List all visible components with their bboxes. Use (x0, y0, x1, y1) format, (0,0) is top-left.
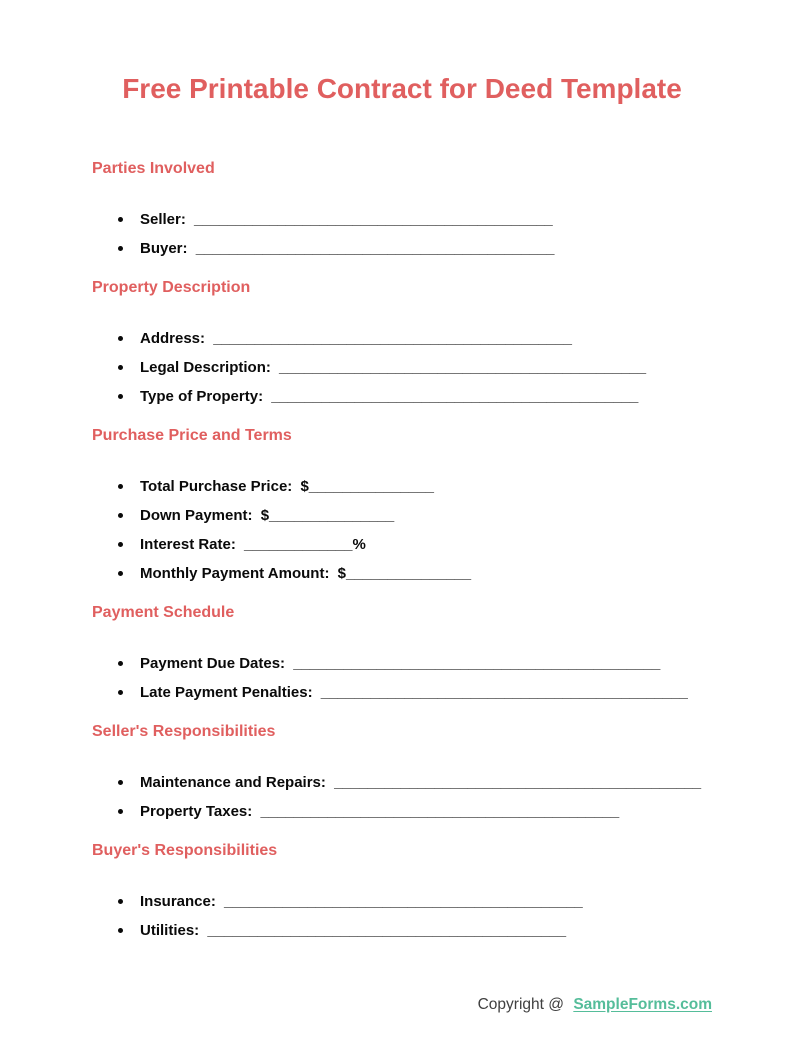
form-section (92, 723, 712, 826)
bullet-icon (118, 394, 123, 399)
bullet-icon (118, 809, 123, 814)
form-section (92, 842, 712, 945)
blank-line: ____________________________________________ (279, 359, 647, 376)
form-body (0, 160, 804, 945)
form-field-row (92, 530, 712, 559)
blank-line: $_______________ (300, 478, 434, 495)
form-field-row (92, 768, 712, 797)
form-field-row (92, 324, 712, 353)
section-items (92, 768, 712, 826)
field-label: Utilities: (140, 922, 200, 939)
form-field-row (92, 916, 712, 945)
form-field-row (92, 205, 712, 234)
form-section (92, 279, 712, 411)
page-footer (478, 994, 712, 1016)
section-heading: Parties Involved (92, 160, 215, 177)
page-title: Free Printable Contract for Deed Template (122, 73, 682, 104)
field-label: Down Payment: (140, 507, 253, 524)
form-field-row (92, 472, 712, 501)
blank-line: ___________________________________________ (224, 893, 583, 910)
field-label: Legal Description: (140, 359, 271, 376)
form-section (92, 604, 712, 707)
form-field-row (92, 382, 712, 411)
form-section (92, 160, 712, 263)
bullet-icon (118, 899, 123, 904)
section-items (92, 324, 712, 411)
bullet-icon (118, 217, 123, 222)
form-field-row (92, 649, 712, 678)
section-heading: Purchase Price and Terms (92, 427, 292, 444)
copyright-text: Copyright @ (477, 996, 564, 1013)
form-section (92, 427, 712, 588)
section-items (92, 472, 712, 588)
section-heading: Seller's Responsibilities (92, 723, 276, 740)
bullet-icon (118, 336, 123, 341)
section-items (92, 205, 712, 263)
form-field-row (92, 234, 712, 263)
section-items (92, 649, 712, 707)
form-field-row (92, 797, 712, 826)
bullet-icon (118, 542, 123, 547)
field-label: Interest Rate: (140, 536, 236, 553)
blank-line: ____________________________________________ (334, 774, 702, 791)
form-field-row (92, 887, 712, 916)
sampleforms-link[interactable]: SampleForms.com (573, 996, 712, 1013)
field-label: Maintenance and Repairs: (140, 774, 326, 791)
form-field-row (92, 678, 712, 707)
blank-line: _____________% (244, 536, 366, 553)
section-heading: Buyer's Responsibilities (92, 842, 278, 859)
blank-line: $_______________ (260, 507, 395, 524)
field-label: Property Taxes: (140, 803, 253, 820)
bullet-icon (118, 661, 123, 666)
blank-line: ___________________________________________ (207, 922, 567, 939)
blank-line: ____________________________________________ (271, 388, 639, 405)
field-label: Total Purchase Price: (140, 478, 293, 495)
field-label: Type of Property: (140, 388, 264, 405)
field-label: Seller: (140, 211, 186, 228)
field-label: Insurance: (140, 893, 216, 910)
form-field-row (92, 353, 712, 382)
field-label: Late Payment Penalties: (140, 684, 313, 701)
form-field-row (92, 559, 712, 588)
blank-line: ___________________________________________ (213, 330, 572, 347)
bullet-icon (118, 780, 123, 785)
bullet-icon (118, 690, 123, 695)
bullet-icon (118, 246, 123, 251)
field-label: Monthly Payment Amount: (140, 565, 330, 582)
field-label: Address: (140, 330, 206, 347)
blank-line: ___________________________________________ (194, 211, 553, 228)
bullet-icon (118, 365, 123, 370)
field-label: Payment Due Dates: (140, 655, 286, 672)
bullet-icon (118, 571, 123, 576)
bullet-icon (118, 513, 123, 518)
section-heading: Payment Schedule (92, 604, 235, 621)
blank-line: ____________________________________________ (320, 684, 688, 701)
bullet-icon (118, 484, 123, 489)
field-label: Buyer: (140, 240, 188, 257)
section-items (92, 887, 712, 945)
blank-line: ____________________________________________ (293, 655, 661, 672)
form-field-row (92, 501, 712, 530)
bullet-icon (118, 928, 123, 933)
blank-line: ___________________________________________ (260, 803, 620, 820)
blank-line: $_______________ (337, 565, 472, 582)
section-heading: Property Description (92, 279, 251, 296)
blank-line: ___________________________________________ (195, 240, 555, 257)
